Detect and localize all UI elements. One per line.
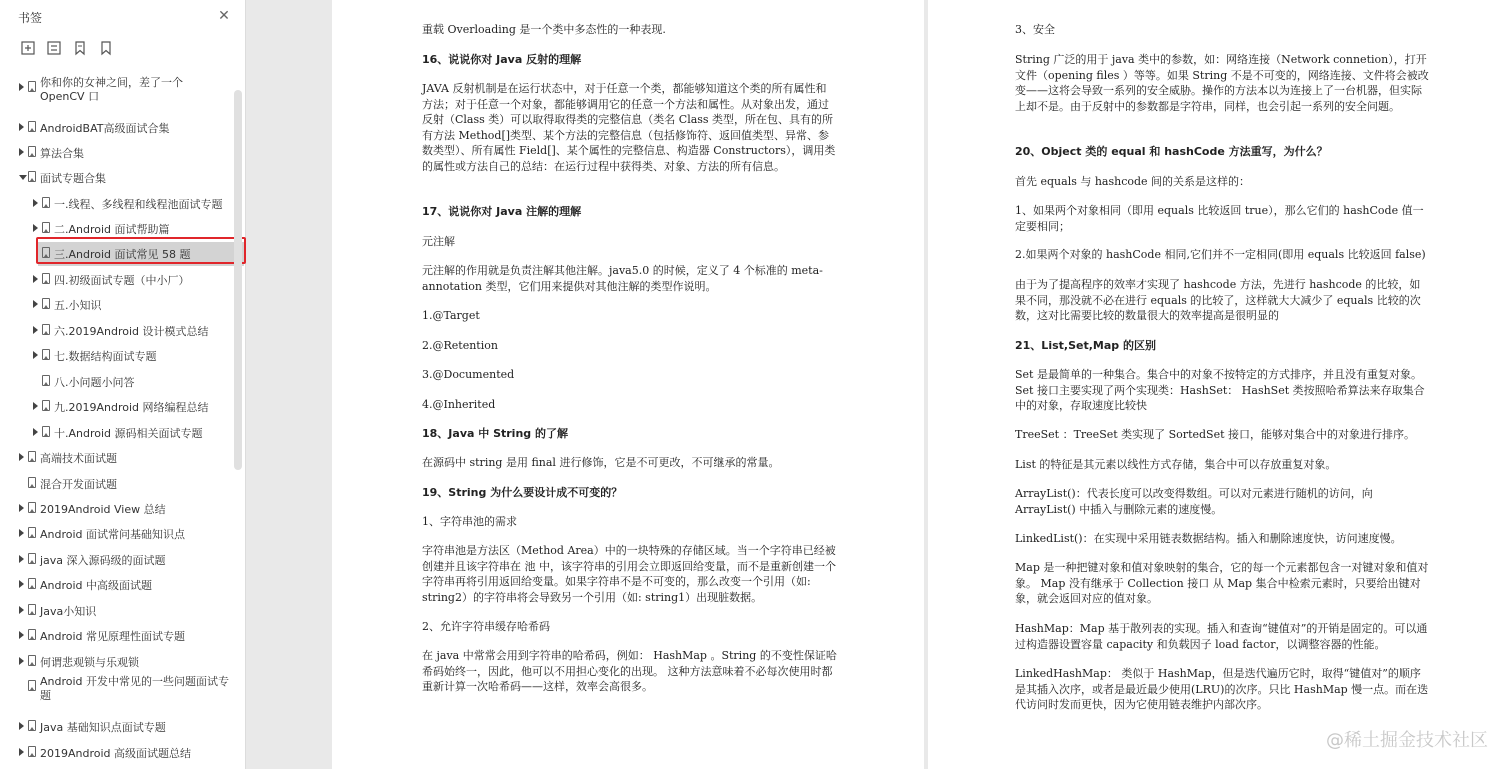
- bookmark-item-icon: [28, 502, 36, 513]
- chevron-right-icon[interactable]: [33, 300, 38, 308]
- pdf-page-left: [332, 0, 924, 769]
- bookmark-item-icon: [28, 81, 36, 92]
- paragraph: 3、安全: [1015, 23, 1055, 36]
- paragraph: ArrayList()：代表长度可以改变得数组。可以对元素进行随机的访问，向 ArrayList() 中插入与删除元素的速度慢。: [1015, 487, 1373, 516]
- bookmark-item[interactable]: [0, 116, 232, 140]
- bookmark-item-icon: [42, 298, 50, 309]
- paragraph: 3.@Documented: [422, 368, 515, 381]
- bookmark-item-label: 2019Android 高级面试题总结: [40, 747, 192, 760]
- paragraph: Set 是最简单的一种集合。集合中的对象不按特定的方式排序，并且没有重复对象。 Set 接口主要实现了两个实现类：HashSet： HashSet 类按照哈希算法来存取集合中的对象，存取速度比较快: [1015, 368, 1425, 412]
- paragraph: LinkedHashMap： 类似于 HashMap，但是迭代遍历它时，取得“键值对”的顺序是其插入次序，或者是最近最少使用(LRU)的次序。只比 HashMap 慢一点。而在迭代访问时发而更快，因为它使用链表维护内部次序。: [1015, 667, 1429, 711]
- section-heading: 18、Java 中 String 的了解: [422, 427, 568, 440]
- sidebar-scrollbar[interactable]: [234, 90, 242, 470]
- section-heading: 17、说说你对 Java 注解的理解: [422, 205, 582, 218]
- bookmark-item-label: Java小知识: [40, 605, 97, 618]
- bookmark-item-icon: [42, 426, 50, 437]
- bookmark-item[interactable]: [0, 192, 232, 216]
- bookmark-item-label: 六.2019Android 设计模式总结: [54, 325, 209, 338]
- bookmark-item-icon: [28, 629, 36, 640]
- bookmark-item-icon: [42, 324, 50, 335]
- paragraph: 在源码中 string 是用 final 进行修饰，它是不可更改，不可继承的常量。: [422, 456, 780, 469]
- bookmark-item-icon: [28, 578, 36, 589]
- bookmark-item[interactable]: [0, 522, 232, 546]
- bookmark-item[interactable]: [0, 319, 232, 343]
- paragraph: 元注解: [422, 235, 455, 248]
- section-heading: 19、String 为什么要设计成不可变的？: [422, 486, 623, 499]
- bookmark-item[interactable]: [0, 166, 232, 190]
- bookmark-item-label: 2019Android View 总结: [40, 503, 166, 516]
- bookmark-item-icon: [28, 553, 36, 564]
- bookmark-item-icon: [28, 720, 36, 731]
- bookmark-item-label: 三.Android 面试常见 58 题: [54, 248, 191, 261]
- bookmark-item-label: Java 基础知识点面试专题: [40, 721, 166, 734]
- watermark: @稀土掘金技术社区: [1326, 730, 1488, 751]
- bookmark-item-icon: [42, 197, 50, 208]
- bookmark-item[interactable]: [0, 624, 232, 648]
- paragraph: JAVA 反射机制是在运行状态中，对于任意一个类，都能够知道这个类的所有属性和方法；对于任意一个对象，都能够调用它的任意一个方法和属性。从对象出发，通过反射（Class 类）可以取得取得类的完整信息（类名 Class 类型，所在包、具有的所有方法 Method[]类型、某个方法的完整信息（包括修饰符、返回值类型、异常、参数类型）、所有属性 Field[]、某个属性的完整信息、构造器 Constructors），调用类的属性或方法自己的总结：在运行过程中获得类、对象、方法的所有信息。: [422, 82, 836, 173]
- paragraph: TreeSet ：TreeSet 类实现了 SortedSet 接口，能够对集合中的对象进行排序。: [1015, 428, 1415, 441]
- bookmark-item-icon: [42, 375, 50, 386]
- bookmark-item[interactable]: [0, 599, 232, 623]
- paragraph: 字符串池是方法区（Method Area）中的一块特殊的存储区域。当一个字符串已经被创建并且该字符串在 池 中，该字符串的引用会立即返回给变量，而不是重新创建一个字符串再将引用返回给变量。如果字符串不是不可变的，那么改变一个引用（如: string2）的字符串将会导致另一个引用（如: string1）出现脏数据。: [422, 544, 836, 604]
- bookmark-item-icon: [28, 527, 36, 538]
- bookmark-item-icon: [28, 477, 36, 488]
- section-heading: 16、说说你对 Java 反射的理解: [422, 53, 582, 66]
- chevron-right-icon[interactable]: [33, 199, 38, 207]
- bookmark-item-label: Android 常见原理性面试专题: [40, 630, 186, 643]
- bookmark-icon[interactable]: [98, 40, 114, 56]
- paragraph: 1、如果两个对象相同（即用 equals 比较返回 true），那么它们的 hashCode 值一定要相同；: [1015, 204, 1424, 233]
- bookmark-item-icon: [42, 400, 50, 411]
- bookmark-item-label: Android 面试常问基础知识点: [40, 528, 186, 541]
- section-heading: 21、List,Set,Map 的区别: [1015, 339, 1156, 352]
- chevron-right-icon[interactable]: [19, 748, 24, 756]
- chevron-right-icon[interactable]: [19, 504, 24, 512]
- chevron-right-icon[interactable]: [19, 83, 24, 91]
- bookmark-item[interactable]: [0, 268, 232, 292]
- bookmark-item-label: 二.Android 面试帮助篇: [54, 223, 170, 236]
- bookmark-item[interactable]: [0, 715, 232, 739]
- bookmark-item[interactable]: [0, 217, 232, 241]
- bookmark-item[interactable]: [0, 344, 232, 368]
- chevron-right-icon[interactable]: [33, 351, 38, 359]
- chevron-right-icon[interactable]: [33, 326, 38, 334]
- chevron-right-icon[interactable]: [19, 123, 24, 131]
- bookmark-item-label: 混合开发面试题: [40, 478, 117, 491]
- bookmark-item-icon: [28, 171, 36, 182]
- paragraph: 1、字符串池的需求: [422, 515, 517, 528]
- bookmark-item[interactable]: [0, 573, 232, 597]
- bookmark-item-label: 算法合集: [40, 147, 84, 160]
- chevron-right-icon[interactable]: [19, 580, 24, 588]
- bookmark-item[interactable]: [0, 472, 232, 496]
- bookmark-item-icon: [42, 222, 50, 233]
- bookmark-item-icon: [28, 655, 36, 666]
- bookmark-item[interactable]: [0, 421, 232, 445]
- bookmark-item-label: Android 开发中常见的一些问题面试专题: [40, 675, 230, 702]
- chevron-right-icon[interactable]: [33, 428, 38, 436]
- chevron-right-icon[interactable]: [33, 224, 38, 232]
- bookmark-item-label: 何谓悲观锁与乐观锁: [40, 656, 139, 669]
- paragraph: 重载 Overloading 是一个类中多态性的一种表现.: [422, 23, 666, 36]
- bookmark-item-label: 五.小知识: [54, 299, 102, 312]
- bookmark-item-icon: [28, 604, 36, 615]
- bookmark-item-icon: [28, 451, 36, 462]
- bookmark-item[interactable]: [38, 242, 244, 266]
- bookmark-item-icon: [42, 247, 50, 258]
- chevron-right-icon[interactable]: [19, 529, 24, 537]
- paragraph: 由于为了提高程序的效率才实现了 hashcode 方法，先进行 hashcode 的比较，如果不同，那没就不必在进行 equals 的比较了，这样就大大减少了 equals 比较的次数，这对比需要比较的数量很大的效率提高是很明显的: [1015, 278, 1421, 322]
- bookmark-item[interactable]: [0, 446, 232, 470]
- bookmark-item-label: 一.线程、多线程和线程池面试专题: [54, 198, 223, 211]
- paragraph: 元注解的作用就是负责注解其他注解。java5.0 的时候，定义了 4 个标准的 meta-annotation 类型，它们用来提供对其他注解的类型作说明。: [422, 264, 823, 293]
- bookmark-item-label: AndroidBAT高级面试合集: [40, 122, 170, 135]
- collapse-all-icon[interactable]: [46, 40, 62, 56]
- paragraph: 1.@Target: [422, 309, 480, 322]
- paragraph: 2.@Retention: [422, 339, 498, 352]
- bookmark-item-label: 四.初级面试专题（中小厂）: [54, 274, 190, 287]
- bookmark-item-label: 面试专题合集: [40, 172, 106, 185]
- bookmark-item[interactable]: [0, 293, 232, 317]
- bookmark-item[interactable]: [0, 741, 232, 765]
- paragraph: 首先 equals 与 hashcode 间的关系是这样的：: [1015, 175, 1251, 188]
- paragraph: 2、允许字符串缓存哈希码: [422, 620, 550, 633]
- chevron-right-icon[interactable]: [19, 148, 24, 156]
- chevron-down-icon[interactable]: [19, 175, 27, 180]
- bookmark-panel-title: 书签: [18, 11, 43, 25]
- paragraph: Map 是一种把键对象和值对象映射的集合，它的每一个元素都包含一对键对象和值对象。 Map 没有继承于 Collection 接口 从 Map 集合中检索元素时，只要给出键对象，就会返回对应的值对象。: [1015, 561, 1429, 605]
- add-bookmark-icon[interactable]: [72, 40, 88, 56]
- bookmark-item[interactable]: [0, 497, 232, 521]
- bookmark-item[interactable]: [0, 141, 232, 165]
- bookmark-item[interactable]: [0, 650, 232, 674]
- bookmark-item[interactable]: [0, 370, 232, 394]
- bookmark-item-label: Android 中高级面试题: [40, 579, 153, 592]
- bookmark-item-label: 你和你的女神之间，差了一个 OpenCV 口: [40, 76, 183, 103]
- bookmark-item-icon: [28, 146, 36, 157]
- chevron-right-icon[interactable]: [33, 402, 38, 410]
- paragraph: HashMap：Map 基于散列表的实现。插入和查询“键值对”的开销是固定的。可以通过构造器设置容量 capacity 和负载因子 load factor，以调整容器的性能。: [1015, 622, 1428, 651]
- chevron-right-icon[interactable]: [19, 606, 24, 614]
- bookmark-item[interactable]: [0, 675, 232, 702]
- bookmark-item[interactable]: [0, 395, 232, 419]
- bookmark-item-label: 高端技术面试题: [40, 452, 117, 465]
- pdf-page-right: [928, 0, 1512, 769]
- bookmark-item[interactable]: [0, 76, 232, 103]
- bookmark-item-icon: [28, 746, 36, 757]
- bookmark-item-label: 七.数据结构面试专题: [54, 350, 157, 363]
- bookmark-item-icon: [42, 349, 50, 360]
- paragraph: List 的特征是其元素以线性方式存储，集合中可以存放重复对象。: [1015, 458, 1337, 471]
- section-heading: 20、Object 类的 equal 和 hashCode 方法重写，为什么？: [1015, 145, 1328, 158]
- paragraph: 2.如果两个对象的 hashCode 相同,它们并不一定相同(即用 equals 比较返回 false): [1015, 248, 1426, 261]
- bookmark-item-label: 九.2019Android 网络编程总结: [54, 401, 209, 414]
- bookmark-item-icon: [28, 121, 36, 132]
- paragraph: 4.@Inherited: [422, 398, 496, 411]
- chevron-right-icon[interactable]: [19, 555, 24, 563]
- bookmark-item-icon: [28, 680, 36, 691]
- paragraph: LinkedList()：在实现中采用链表数据结构。插入和删除速度快，访问速度慢。: [1015, 532, 1402, 545]
- bookmark-item-icon: [42, 273, 50, 284]
- bookmark-item-label: 八.小问题小问答: [54, 376, 135, 389]
- paragraph: String 广泛的用于 java 类中的参数，如：网络连接（Network connetion），打开文件（opening files ）等等。如果 String 不是不可变的，网络连接、文件将会被改变——这将会导致一系列的安全威胁。操作的方法本以为连接上了一台机器，但实际上却不是。由于反射中的参数都是字符串，同样，也会引起一系列的安全问题。: [1015, 53, 1429, 113]
- bookmark-panel-header: [0, 0, 246, 34]
- expand-all-icon[interactable]: [20, 40, 36, 56]
- bookmark-item[interactable]: [0, 548, 232, 572]
- bookmark-item-label: 十.Android 源码相关面试专题: [54, 427, 203, 440]
- close-icon[interactable]: ✕: [218, 8, 230, 24]
- chevron-right-icon[interactable]: [19, 453, 24, 461]
- paragraph: 在 java 中常常会用到字符串的哈希码，例如： HashMap 。String 的不变性保证哈希码始终一，因此，他可以不用担心变化的出现。 这种方法意味着不必每次使用时都重新计算一次哈希码——这样，效率会高很多。: [422, 649, 837, 693]
- chevron-right-icon[interactable]: [19, 631, 24, 639]
- bookmark-panel: [0, 0, 246, 769]
- bookmark-item-label: java 深入源码级的面试题: [40, 554, 166, 567]
- chevron-right-icon[interactable]: [19, 657, 24, 665]
- chevron-right-icon[interactable]: [19, 722, 24, 730]
- chevron-right-icon[interactable]: [33, 275, 38, 283]
